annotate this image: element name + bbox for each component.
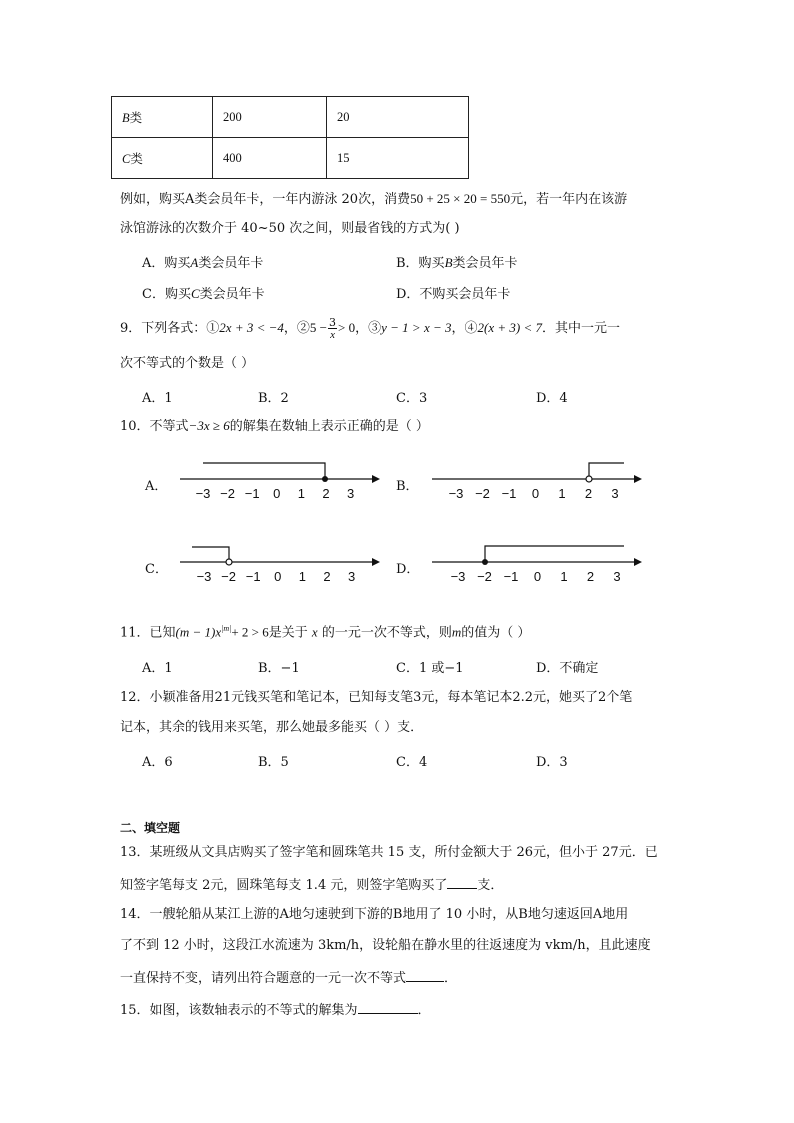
table-cell: 15 <box>327 138 469 179</box>
q12-option-c[interactable]: C．4 <box>396 755 428 770</box>
q8-line2: 泳馆游泳的次数介于 40~50 次之间，则最省钱的方式为( ) <box>120 221 460 236</box>
q14-line2: 了不到 12 小时，这段江水流速为 3km/h，设轮船在静水里的往返速度为 vkm/h，且此速度 <box>120 938 651 953</box>
q9-line2: 次不等式的个数是（ ） <box>120 356 255 371</box>
q12-line1: 12．小颖准备用21元钱买笔和笔记本，已知每支笔3元，每本笔记本2.2元，她买了2个笔 <box>120 690 633 705</box>
tick-label: 3 <box>613 569 621 584</box>
tick-label: −1 <box>244 486 260 501</box>
q15-text: 15．如图，该数轴表示的不等式的解集为 ． <box>120 1003 431 1018</box>
tick-label: −1 <box>245 569 261 584</box>
tick-label: −3 <box>196 569 212 584</box>
tick-label: −3 <box>195 486 211 501</box>
q11-stem: 11．已知$(m - 1)x^{|m|}+ 2 > 6$是关于 x 的一元一次不等式，则m的值为（ ） <box>120 624 531 641</box>
table-cell: 20 <box>327 97 469 138</box>
tick-label: −2 <box>477 569 492 584</box>
q12-option-b[interactable]: B．5 <box>258 755 289 770</box>
tick-label: 2 <box>323 569 331 584</box>
tick-label: 1 <box>297 486 306 501</box>
answer-blank[interactable] <box>358 1001 418 1014</box>
number-line-a[interactable] <box>180 463 380 501</box>
q11-option-d[interactable]: D．不确定 <box>536 661 599 676</box>
table-cell: C类 <box>112 138 213 179</box>
q10-stem: 10．不等式−3x ≥ 6的解集在数轴上表示正确的是（ ） <box>120 418 429 434</box>
tick-label: 0 <box>273 486 281 501</box>
q13-line2: 知签字笔每支 2元，圆珠笔每支 1.4 元，则签字笔购买了 支． <box>120 878 504 893</box>
tick-label: −2 <box>220 486 236 501</box>
tick-label: −2 <box>475 486 490 501</box>
q8-option-a[interactable]: A．购买A类会员年卡 <box>142 255 264 271</box>
q10-option-d-label[interactable]: D． <box>396 562 420 577</box>
q8-option-b[interactable]: B．购买B类会员年卡 <box>396 255 518 271</box>
table-cell: 400 <box>213 138 327 179</box>
tick-label: −1 <box>501 486 517 501</box>
q11-option-a[interactable]: A．1 <box>142 661 173 676</box>
q9-option-c[interactable]: C．3 <box>396 391 428 406</box>
tick-label: 3 <box>347 569 356 584</box>
number-line-b[interactable] <box>432 463 642 501</box>
q10-option-b-label[interactable]: B． <box>396 479 419 494</box>
number-line-d[interactable] <box>432 546 642 584</box>
q9-option-a[interactable]: A．1 <box>142 391 173 406</box>
tick-label: −3 <box>450 569 466 584</box>
tick-label: 3 <box>346 486 355 501</box>
tick-label: 1 <box>298 569 307 584</box>
q9-option-b[interactable]: B．2 <box>258 391 289 406</box>
q10-option-c-label[interactable]: C． <box>145 562 168 577</box>
tick-label: −3 <box>448 486 464 501</box>
q8-line1: 例如，购买A类会员年卡，一年内游泳 20次，消费50 + 25 × 20 = 550元，若一年内在该游 <box>120 191 628 207</box>
table-cell: B类 <box>112 97 213 138</box>
tick-label: 2 <box>586 569 595 584</box>
tick-label: 2 <box>584 486 593 501</box>
q10-option-a-label[interactable]: A． <box>145 479 168 494</box>
q13-line1: 13．某班级从文具店购买了签字笔和圆珠笔共 15 支，所付金额大于 26元，但小于 27元．已 <box>120 845 658 860</box>
q14-line1: 14．一艘轮船从某江上游的A地匀速驶到下游的B地用了 10 小时，从B地匀速返回A地用 <box>120 907 629 922</box>
q8-option-d[interactable]: D．不购买会员年卡 <box>396 287 511 302</box>
tick-label: 0 <box>531 486 540 501</box>
q9-line1: 9．下列各式：①2x + 3 < −4，②5 − $\frac{3}{x}> 0$，③y − 1 > x − 3，④2(x + 3) < 7．其中一元一 <box>120 315 621 341</box>
q14-line3: 一直保持不变，请列出符合题意的一元一次不等式 ． <box>120 971 458 986</box>
table-cell: 200 <box>213 97 327 138</box>
tick-label: −1 <box>503 569 519 584</box>
q12-option-a[interactable]: A．6 <box>142 755 173 770</box>
tick-label: 1 <box>558 486 566 501</box>
q11-option-b[interactable]: B．−1 <box>258 661 300 676</box>
section-title: 二、填空题 <box>120 821 181 835</box>
answer-blank[interactable] <box>447 876 477 889</box>
tick-label: 0 <box>533 569 542 584</box>
q11-option-c[interactable]: C．1 或−1 <box>396 661 464 676</box>
number-line-c[interactable] <box>180 547 380 584</box>
q12-line2: 记本，其余的钱用来买笔，那么她最多能买（ ）支． <box>120 720 424 735</box>
tick-label: −2 <box>221 569 237 584</box>
q8-option-c[interactable]: C．购买C类会员年卡 <box>142 286 265 302</box>
q12-option-d[interactable]: D．3 <box>536 755 568 770</box>
answer-blank[interactable] <box>406 969 444 982</box>
tick-label: 0 <box>274 569 282 584</box>
fraction: $\frac{3}{x}$ <box>329 315 337 341</box>
tick-label: 1 <box>560 569 568 584</box>
tick-label: 2 <box>322 486 330 501</box>
tick-label: 3 <box>611 486 619 501</box>
q9-option-d[interactable]: D．4 <box>536 391 568 406</box>
